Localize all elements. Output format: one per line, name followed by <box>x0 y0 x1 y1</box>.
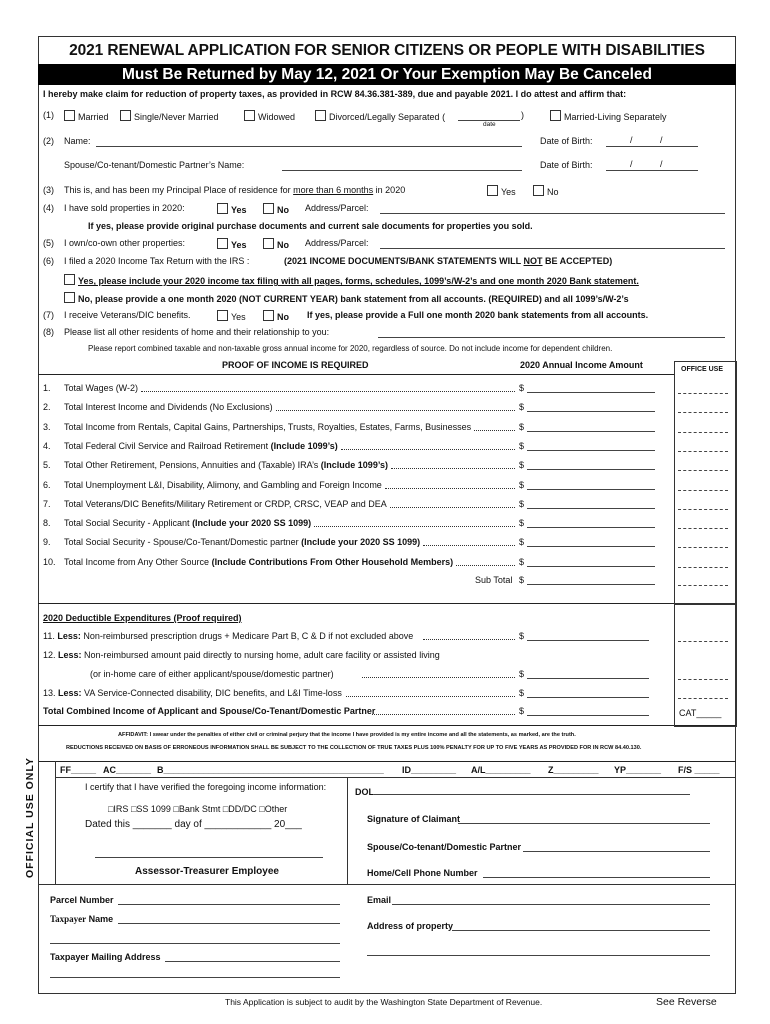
income-row-3-leader <box>474 430 515 431</box>
q5-no-label: No <box>277 240 289 250</box>
q3-yes-label: Yes <box>501 187 516 197</box>
q3-no-checkbox[interactable] <box>533 185 544 196</box>
b-field[interactable]: B____________________________________________ <box>157 765 384 775</box>
spouse-dob-slash-2: / <box>660 159 663 169</box>
income-row-7-num: 7. <box>43 499 51 509</box>
parcel-input[interactable] <box>118 904 340 905</box>
q1-divorced[interactable] <box>315 110 445 122</box>
official-codes-rule <box>55 777 735 778</box>
phone-label: Home/Cell Phone Number <box>367 868 478 878</box>
dol-input[interactable] <box>374 794 690 795</box>
q1-widowed[interactable] <box>244 110 295 122</box>
widowed-checkbox[interactable] <box>244 110 255 121</box>
income-row-8-office[interactable] <box>678 528 728 529</box>
income-row-10-label <box>64 557 453 567</box>
id-field[interactable]: ID_________ <box>402 765 457 775</box>
q7-note: If yes, please provide a Full one month 2020 bank statements from all accounts. <box>307 310 649 320</box>
parcel-label: Parcel Number <box>50 895 114 905</box>
q4-yes-checkbox[interactable] <box>217 203 228 214</box>
row-13-leader <box>346 696 515 697</box>
q6-warning-not: NOT <box>523 256 543 266</box>
spouse-signature-input[interactable] <box>523 851 710 852</box>
income-row-6-dollar: $ <box>519 480 525 490</box>
income-row-text: Total Interest Income and Dividends (No Exclusions) <box>64 402 273 412</box>
address-label: Address of property <box>367 921 454 931</box>
divorced-close: ) <box>521 110 524 120</box>
income-row-5-leader <box>391 468 515 469</box>
income-row-6-num: 6. <box>43 480 51 490</box>
spouse-dob-input[interactable] <box>606 170 698 171</box>
fs-field[interactable]: F/S _____ <box>678 765 720 775</box>
spouse-dob-slash-1: / <box>630 159 633 169</box>
income-row-9-leader <box>423 545 515 546</box>
dob-slash-2: / <box>660 135 663 145</box>
income-row-4-leader <box>341 449 515 450</box>
q8-text: Please list all other residents of home and their relationship to you: <box>64 327 330 337</box>
deductions-heading: 2020 Deductible Expenditures (Proof required) <box>43 613 242 623</box>
claim-statement: I hereby make claim for reduction of property taxes, as provided in RCW 84.36.381-389, due and payable 2021. I do attest and affirm that: <box>43 89 627 99</box>
q4-no-label: No <box>277 205 289 215</box>
q8-residents-input[interactable] <box>378 337 725 338</box>
row-11-num: 11. <box>43 631 58 641</box>
subtotal-office-field[interactable] <box>678 585 728 586</box>
row-12-less: Less: <box>58 650 82 660</box>
q4-yes[interactable] <box>217 203 247 215</box>
q4-no[interactable] <box>263 203 289 215</box>
income-row-bold: (Include Contributions From Other Household Members) <box>211 557 454 567</box>
row-11-leader <box>423 639 515 640</box>
row-11 <box>43 631 413 641</box>
q7-yes-checkbox[interactable] <box>217 310 228 321</box>
official-use-vertical: OFFICIAL USE ONLY <box>24 757 36 878</box>
single-label: Single/Never Married <box>134 112 219 122</box>
q3-no[interactable] <box>533 185 559 197</box>
income-row-7-dollar: $ <box>519 499 525 509</box>
income-row-9-label <box>64 537 420 547</box>
q5-parcel-label: Address/Parcel: <box>305 238 369 248</box>
income-row-2-leader <box>276 410 515 411</box>
signature-input[interactable] <box>458 823 710 824</box>
address-input-2[interactable] <box>367 955 710 956</box>
income-row-2-input[interactable] <box>527 411 655 412</box>
income-row-8-num: 8. <box>43 518 51 528</box>
q3-yes-checkbox[interactable] <box>487 185 498 196</box>
total-combined-label: Total Combined Income of Applicant and Spouse/Co-Tenant/Domestic Partner <box>43 706 376 716</box>
income-row-text: Total Veterans/DIC Benefits/Military Retirement or CRDP, CRSC, VEAP and DEA <box>64 499 387 509</box>
q3-post: in 2020 <box>373 185 406 195</box>
spouse-signature-label: Spouse/Co-tenant/Domestic Partner <box>367 842 522 852</box>
q4-yes-label: Yes <box>231 205 247 215</box>
income-row-2-label <box>64 402 273 412</box>
dated-field[interactable]: Dated this _______ day of ____________ 20___ <box>85 819 302 830</box>
employee-label: Assessor-Treasurer Employee <box>135 866 279 877</box>
audit-note: This Application is subject to audit by the Washington State Department of Revenue. <box>225 997 543 1007</box>
income-row-bold: (Include 1099’s) <box>270 441 338 451</box>
official-mid-rule <box>347 777 348 884</box>
yp-field[interactable]: YP_______ <box>614 765 662 775</box>
income-row-6-office[interactable] <box>678 490 728 491</box>
q4-number: (4) <box>43 203 54 213</box>
income-row-8-label <box>64 518 311 528</box>
income-row-text: Total Social Security - Spouse/Co-Tenant/Domestic partner <box>64 537 302 547</box>
dol-label: DOL <box>355 787 374 797</box>
single-checkbox[interactable] <box>120 110 131 121</box>
row-12-office[interactable] <box>678 679 728 680</box>
income-report-note: Please report combined taxable and non-taxable gross annual income for 2020, regardless of source. Do not include income for dependent children. <box>88 344 613 353</box>
income-row-2-dollar: $ <box>519 402 525 412</box>
row-13-input[interactable] <box>527 697 649 698</box>
q6-warning-pre: (2021 INCOME DOCUMENTS/BANK STATEMENTS WILL <box>284 256 524 266</box>
married-checkbox[interactable] <box>64 110 75 121</box>
taxpayer-name-input-2[interactable] <box>50 943 340 944</box>
affidavit-bottom-rule <box>38 761 736 762</box>
q7-no-checkbox[interactable] <box>263 310 274 321</box>
income-top-rule <box>38 374 674 375</box>
income-row-9-dollar: $ <box>519 537 525 547</box>
subtotal-input[interactable] <box>527 584 655 585</box>
q6-yes-checkbox[interactable] <box>64 274 75 285</box>
q5-parcel-input[interactable] <box>380 248 725 249</box>
q7-number: (7) <box>43 310 54 320</box>
q5-yes-checkbox[interactable] <box>217 238 228 249</box>
spouse-name-input[interactable] <box>282 170 522 171</box>
income-row-3-label <box>64 422 471 432</box>
mailing-label: Taxpayer Mailing Address <box>50 952 161 962</box>
income-row-1-dollar: $ <box>519 383 525 393</box>
row-11-input[interactable] <box>527 640 649 641</box>
income-row-text: Total Unemployment L&I, Disability, Alimony, and Gambling and Foreign Income <box>64 480 382 490</box>
income-row-10-input[interactable] <box>527 566 655 567</box>
income-row-4-office[interactable] <box>678 451 728 452</box>
office-use-income-box <box>674 361 737 605</box>
row-12 <box>43 650 440 660</box>
income-row-7-office[interactable] <box>678 509 728 510</box>
q7-yes[interactable] <box>217 310 246 322</box>
mailing-input[interactable] <box>165 961 340 962</box>
row-11-label: Non-reimbursed prescription drugs + Medicare Part B, C & D if not excluded above <box>80 631 414 641</box>
certify-text: I certify that I have verified the foregoing income information: <box>85 782 327 792</box>
income-row-10-leader <box>456 565 515 566</box>
dob-slash-1: / <box>630 135 633 145</box>
row-13-label: VA Service-Connected disability, DIC benefits, and L&I Time-loss <box>81 688 342 698</box>
q7-text: I receive Veterans/DIC benefits. <box>64 310 191 320</box>
q1-married[interactable] <box>64 110 109 122</box>
income-row-text: Total Income from Any Other Source <box>64 557 212 567</box>
form-title: 2021 RENEWAL APPLICATION FOR SENIOR CITIZENS OR PEOPLE WITH DISABILITIES <box>69 42 705 59</box>
income-row-3-dollar: $ <box>519 422 525 432</box>
total-input[interactable] <box>527 715 649 716</box>
spouse-dob-label: Date of Birth: <box>540 160 593 170</box>
q8-number: (8) <box>43 327 54 337</box>
income-row-5-dollar: $ <box>519 460 525 470</box>
email-input[interactable] <box>392 904 710 905</box>
q4-parcel-label: Address/Parcel: <box>305 203 369 213</box>
row-13-less: Less: <box>58 688 82 698</box>
proof-heading: PROOF OF INCOME IS REQUIRED <box>222 360 369 370</box>
see-reverse: See Reverse <box>656 996 717 1008</box>
total-dollar: $ <box>519 706 525 716</box>
q4-note: If yes, please provide original purchase documents and current sale documents for properties you sold. <box>88 221 533 231</box>
spouse-name-label: Spouse/Co-tenant/Domestic Partner’s Name: <box>64 160 245 170</box>
row-13 <box>43 688 342 698</box>
row-11-dollar: $ <box>519 631 525 641</box>
income-row-1-leader <box>141 391 515 392</box>
q5-text: I own/co-own other properties: <box>64 238 186 248</box>
income-row-6-label <box>64 480 382 490</box>
q6-warning <box>284 256 612 266</box>
row-12b: (or in-home care of either applicant/spouse/domestic partner) <box>90 669 334 679</box>
q3-no-label: No <box>547 187 559 197</box>
income-row-text: Total Federal Civil Service and Railroad Retirement <box>64 441 271 451</box>
q7-no-label: No <box>277 312 289 322</box>
row-12-leader <box>362 677 515 678</box>
income-row-1-num: 1. <box>43 383 51 393</box>
q6-yes[interactable] <box>64 274 639 286</box>
q5-yes[interactable] <box>217 238 247 250</box>
q4-text: I have sold properties in 2020: <box>64 203 185 213</box>
income-row-7-leader <box>390 507 515 508</box>
q1-number: (1) <box>43 110 54 120</box>
q5-number: (5) <box>43 238 54 248</box>
income-row-10-office[interactable] <box>678 567 728 568</box>
income-row-3-num: 3. <box>43 422 51 432</box>
name-input[interactable] <box>96 146 522 147</box>
q3-number: (3) <box>43 185 54 195</box>
q6-text: I filed a 2020 Income Tax Return with the IRS : <box>64 256 250 266</box>
income-row-9-office[interactable] <box>678 547 728 548</box>
affidavit-line-2: REDUCTIONS RECEIVED ON BASIS OF ERRONEOUS INFORMATION SHALL BE SUBJECT TO THE COLLECTION OF TRUE TAXES PLUS 100% PENALTY FOR UP TO FIVE YEARS AS PROVIDED FOR IN RCW 84.40.130. <box>66 745 642 751</box>
income-row-6-input[interactable] <box>527 489 655 490</box>
subtotal-dollar: $ <box>519 575 525 585</box>
q5-yes-label: Yes <box>231 240 247 250</box>
income-row-7-label <box>64 499 387 509</box>
q5-no[interactable] <box>263 238 289 250</box>
official-inner-rule <box>55 761 56 884</box>
income-row-text: Total Income from Rentals, Capital Gains, Partnerships, Trusts, Royalties, Estates, Farms, Businesses <box>64 422 472 432</box>
q3-pre: This is, and has been my Principal Place of residence for <box>64 185 294 195</box>
dob-input[interactable] <box>606 146 698 147</box>
married-label: Married <box>78 112 109 122</box>
dob-label: Date of Birth: <box>540 136 593 146</box>
signature-label: Signature of Claimant <box>367 814 461 824</box>
income-row-10-dollar: $ <box>519 557 525 567</box>
row-13-num: 13. <box>43 688 59 698</box>
income-row-bold: (Include 1099’s) <box>320 460 388 470</box>
name-label: Name: <box>64 136 91 146</box>
official-bottom-rule <box>38 884 736 885</box>
amount-heading: 2020 Annual Income Amount <box>520 360 643 370</box>
row-13-dollar: $ <box>519 688 525 698</box>
income-row-3-office[interactable] <box>678 432 728 433</box>
office-use-label: OFFICE USE <box>681 366 724 373</box>
widowed-label: Widowed <box>258 112 296 122</box>
address-input[interactable] <box>452 930 710 931</box>
income-row-4-label <box>64 441 338 451</box>
q2-number: (2) <box>43 136 54 146</box>
q3-emph: more than 6 months <box>293 185 374 195</box>
income-row-1-input[interactable] <box>527 392 655 393</box>
q6-warning-post: BE ACCEPTED) <box>542 256 613 266</box>
income-row-4-dollar: $ <box>519 441 525 451</box>
income-row-text: Total Social Security - Applicant <box>64 518 193 528</box>
income-row-8-input[interactable] <box>527 527 655 528</box>
q6-no-checkbox[interactable] <box>64 292 75 303</box>
income-row-9-num: 9. <box>43 537 51 547</box>
income-row-5-office[interactable] <box>678 470 728 471</box>
ac-field[interactable]: AC_______ <box>103 765 152 775</box>
q6-number: (6) <box>43 256 54 266</box>
taxpayer-name-label <box>50 914 113 924</box>
ff-field[interactable]: FF_____ <box>60 765 97 775</box>
q6-no-label: No, please provide a one month 2020 (NOT CURRENT YEAR) bank statement from all accounts. (REQUIRED) and all 1099’s/W-2’s <box>78 294 629 304</box>
income-row-2-num: 2. <box>43 402 51 412</box>
q1-married-living[interactable] <box>550 110 667 122</box>
q7-no[interactable] <box>263 310 289 322</box>
date-hint: date <box>483 121 496 128</box>
al-field[interactable]: A/L_________ <box>471 765 531 775</box>
employee-signature-line[interactable] <box>95 857 323 858</box>
affidavit-line-1: AFFIDAVIT: I swear under the penalties of either civil or criminal perjury that the income I have provided is my entire income and all the statements, as marked, are the truth. <box>118 732 576 738</box>
cat-field[interactable]: CAT_____ <box>679 708 722 718</box>
row-12-input[interactable] <box>527 678 649 679</box>
income-row-1-office[interactable] <box>678 393 728 394</box>
q5-no-checkbox[interactable] <box>263 238 274 249</box>
deadline-banner: Must Be Returned by May 12, 2021 Or Your Exemption May Be Canceled <box>38 64 736 85</box>
income-bottom-rule <box>38 603 736 604</box>
taxpayer-word: Taxpayer <box>50 914 87 924</box>
income-row-text: Total Other Retirement, Pensions, Annuities and (Taxable) IRA’s <box>64 460 321 470</box>
email-label: Email <box>367 895 392 905</box>
row-11-less: Less: <box>57 631 81 641</box>
income-row-7-input[interactable] <box>527 508 655 509</box>
income-row-8-leader <box>314 526 515 527</box>
total-leader <box>372 714 515 715</box>
q7-yes-label: Yes <box>231 312 246 322</box>
income-row-2-office[interactable] <box>678 412 728 413</box>
taxpayer-name-input[interactable] <box>118 923 340 924</box>
income-row-10-num: 10. <box>43 557 56 567</box>
q3-yes[interactable] <box>487 185 516 197</box>
z-field[interactable]: Z_________ <box>548 765 599 775</box>
q6-yes-label: Yes, please include your 2020 income tax filing with all pages, forms, schedules, 1099’s/W-2’s and one month 2020 Bank statement. <box>78 276 639 286</box>
income-row-3-input[interactable] <box>527 431 655 432</box>
income-row-5-label <box>64 460 388 470</box>
q4-no-checkbox[interactable] <box>263 203 274 214</box>
verification-checks[interactable]: □IRS □SS 1099 □Bank Stmt □DD/DC □Other <box>108 804 288 814</box>
phone-input[interactable] <box>483 877 710 878</box>
income-row-bold: (Include your 2020 SS 1099) <box>301 537 421 547</box>
income-row-5-num: 5. <box>43 460 51 470</box>
divorced-checkbox[interactable] <box>315 110 326 121</box>
row-13-office[interactable] <box>678 698 728 699</box>
married-living-label: Married-Living Separately <box>564 112 667 122</box>
row-12-num: 12. <box>43 650 59 660</box>
q3-text <box>64 185 405 195</box>
row-11-office[interactable] <box>678 641 728 642</box>
row-12-label: Non-reimbursed amount paid directly to nursing home, adult care facility or assisted living <box>81 650 440 660</box>
name-word: Name <box>86 914 114 924</box>
income-row-8-dollar: $ <box>519 518 525 528</box>
married-living-checkbox[interactable] <box>550 110 561 121</box>
deductions-bottom-rule <box>38 725 736 726</box>
income-row-9-input[interactable] <box>527 546 655 547</box>
row-12-dollar: $ <box>519 669 525 679</box>
official-left-rule <box>38 761 39 884</box>
divorced-label: Divorced/Legally Separated ( <box>329 112 446 122</box>
income-row-4-num: 4. <box>43 441 51 451</box>
income-row-1-label <box>64 383 138 393</box>
income-row-text: Total Wages (W-2) <box>64 383 139 393</box>
q4-parcel-input[interactable] <box>380 213 725 214</box>
income-row-6-leader <box>385 488 515 489</box>
subtotal-label: Sub Total <box>475 575 513 585</box>
income-row-bold: (Include your 2020 SS 1099) <box>192 518 312 528</box>
income-row-4-input[interactable] <box>527 450 655 451</box>
mailing-input-2[interactable] <box>50 977 340 978</box>
q6-no[interactable] <box>64 292 629 304</box>
income-row-5-input[interactable] <box>527 469 655 470</box>
q1-single[interactable] <box>120 110 219 122</box>
